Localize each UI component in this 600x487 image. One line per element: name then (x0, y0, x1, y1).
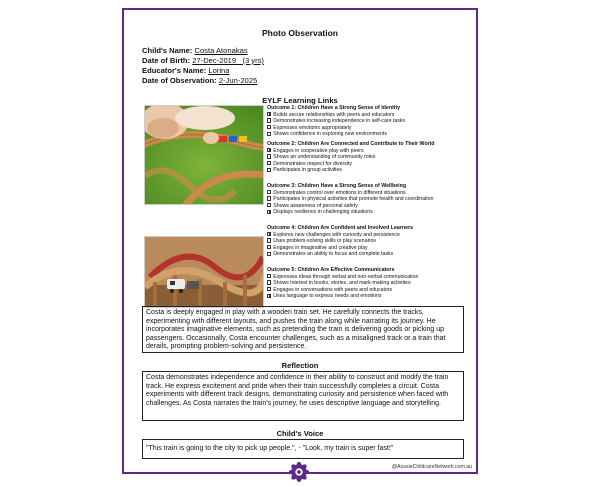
outcome-item: Uses language to express needs and emotions (267, 293, 472, 300)
outcome-item: Shows confidence in exploring new environments (267, 131, 472, 138)
field-label: Child's Name: (142, 46, 193, 55)
checkbox-checked[interactable] (267, 112, 271, 116)
outcome-item: Expresses emotions appropriately (267, 125, 472, 132)
observation-text-box: Costa is deeply engaged in play with a wooden train set. He carefully connects the tracks, experimenting with different layouts, and pushes the train along while narrating its journey. He incorporates imaginative elements, such as pretending the train is delivering goods or picking up passengers. Occasionally, Costa encounter challenges, such as a misaligned track or a train that derails, prompting problem-solving and persistence. (142, 306, 464, 353)
outcome-item: Explores new challenges with curiosity and persistence (267, 232, 472, 239)
field-label: Date of Birth: (142, 56, 191, 65)
outcome-item: Participates in group activities (267, 167, 472, 174)
checkbox-checked[interactable] (267, 210, 271, 214)
outcome-item: Shows interest in books, stories, and mark-making activities (267, 280, 472, 287)
flower-ornament-icon (287, 460, 311, 484)
educator-name-row (142, 66, 230, 77)
date-of-birth-row (142, 56, 264, 67)
checkbox[interactable] (267, 287, 271, 291)
checkbox[interactable] (267, 168, 271, 172)
checkbox[interactable] (267, 190, 271, 194)
outcome-2 (267, 140, 472, 174)
outcome-item: Shows awareness of personal safety (267, 203, 472, 210)
footer-credit: @AussieChildcareNetwork.com.au (391, 464, 472, 470)
outcome-item: Demonstrates increasing independence in self-care tasks (267, 118, 472, 125)
childs-voice-heading: Child's Voice (276, 429, 324, 438)
date-of-observation-value: 2-Jun-2025 (218, 76, 258, 85)
page-title: Photo Observation (261, 28, 339, 38)
checkbox-checked[interactable] (267, 294, 271, 298)
checkbox[interactable] (267, 132, 271, 136)
outcome-item: Shows an understanding of community roles (267, 154, 472, 161)
outcome-item: Demonstrates an ability to focus and complete tasks (267, 251, 472, 258)
checkbox[interactable] (267, 203, 271, 207)
childs-voice-text-box: "This train is going to the city to pick up people.", - "Look, my train is super fast!" (142, 439, 464, 459)
outcome-1 (267, 104, 472, 138)
outcome-item: Demonstrates respect for diversity (267, 161, 472, 168)
outcome-3 (267, 182, 472, 216)
outcome-heading: Outcome 4: Children Are Confident and Involved Learners (267, 225, 414, 231)
photo-child-playing-train (144, 105, 264, 205)
checkbox[interactable] (267, 118, 271, 122)
outcome-5 (267, 266, 472, 300)
child-name-value: Costa Atonakas (194, 46, 248, 55)
checkbox[interactable] (267, 252, 271, 256)
observation-page (122, 8, 478, 474)
checkbox[interactable] (267, 196, 271, 200)
outcome-item: Builds secure relationships with peers and educators (267, 112, 472, 119)
checkbox[interactable] (267, 154, 271, 158)
outcome-item: Demonstrates control over emotions in different situations (267, 190, 472, 197)
child-name-row (142, 46, 248, 57)
outcome-heading: Outcome 3: Children Have a Strong Sense of Wellbeing (267, 183, 407, 189)
date-of-birth-value: 27-Dec-2019 (3 yrs) (192, 56, 264, 65)
checkbox[interactable] (267, 161, 271, 165)
educator-name-value: Lorina (208, 66, 230, 75)
checkbox[interactable] (267, 274, 271, 278)
outcome-item: Expresses ideas through verbal and non-verbal communication (267, 274, 472, 281)
field-label: Educator's Name: (142, 66, 207, 75)
checkbox-checked[interactable] (267, 232, 271, 236)
outcome-item: Uses problem-solving skills in play scenarios (267, 238, 472, 245)
checkbox[interactable] (267, 280, 271, 284)
outcome-item: Engages in cooperative play with peers (267, 148, 472, 155)
photo-wooden-train-bridge (144, 236, 264, 308)
outcome-heading: Outcome 5: Children Are Effective Communicators (267, 267, 395, 273)
outcome-item: Participates in physical activities that promote health and coordination (267, 196, 472, 203)
reflection-text-box: Costa demonstrates independence and confidence in their ability to construct and modify the train track. He express excitement and pride when their train successfully completes a circuit. Costa experiments with different track designs, demonstrating curiosity and persistence when faced with challenges. As Costa narrates the train's journey, he uses descriptive language and storytelling. (142, 371, 464, 421)
checkbox-checked[interactable] (267, 148, 271, 152)
outcome-item: Engages in imaginative and creative play (267, 245, 472, 252)
checkbox[interactable] (267, 125, 271, 129)
outcome-heading: Outcome 2: Children Are Connected and Contribute to Their World (267, 141, 435, 147)
outcome-item: Displays resilience in challenging situations (267, 209, 472, 216)
outcome-heading: Outcome 1: Children Have a Strong Sense of Identity (267, 105, 401, 111)
outcome-item: Engages in conversations with peers and educators (267, 287, 472, 294)
checkbox[interactable] (267, 238, 271, 242)
field-label: Date of Observation: (142, 76, 217, 85)
date-of-observation-row (142, 76, 257, 87)
checkbox[interactable] (267, 245, 271, 249)
eylf-heading: EYLF Learning Links (262, 96, 338, 105)
reflection-heading: Reflection (281, 361, 319, 370)
outcome-4 (267, 224, 472, 258)
